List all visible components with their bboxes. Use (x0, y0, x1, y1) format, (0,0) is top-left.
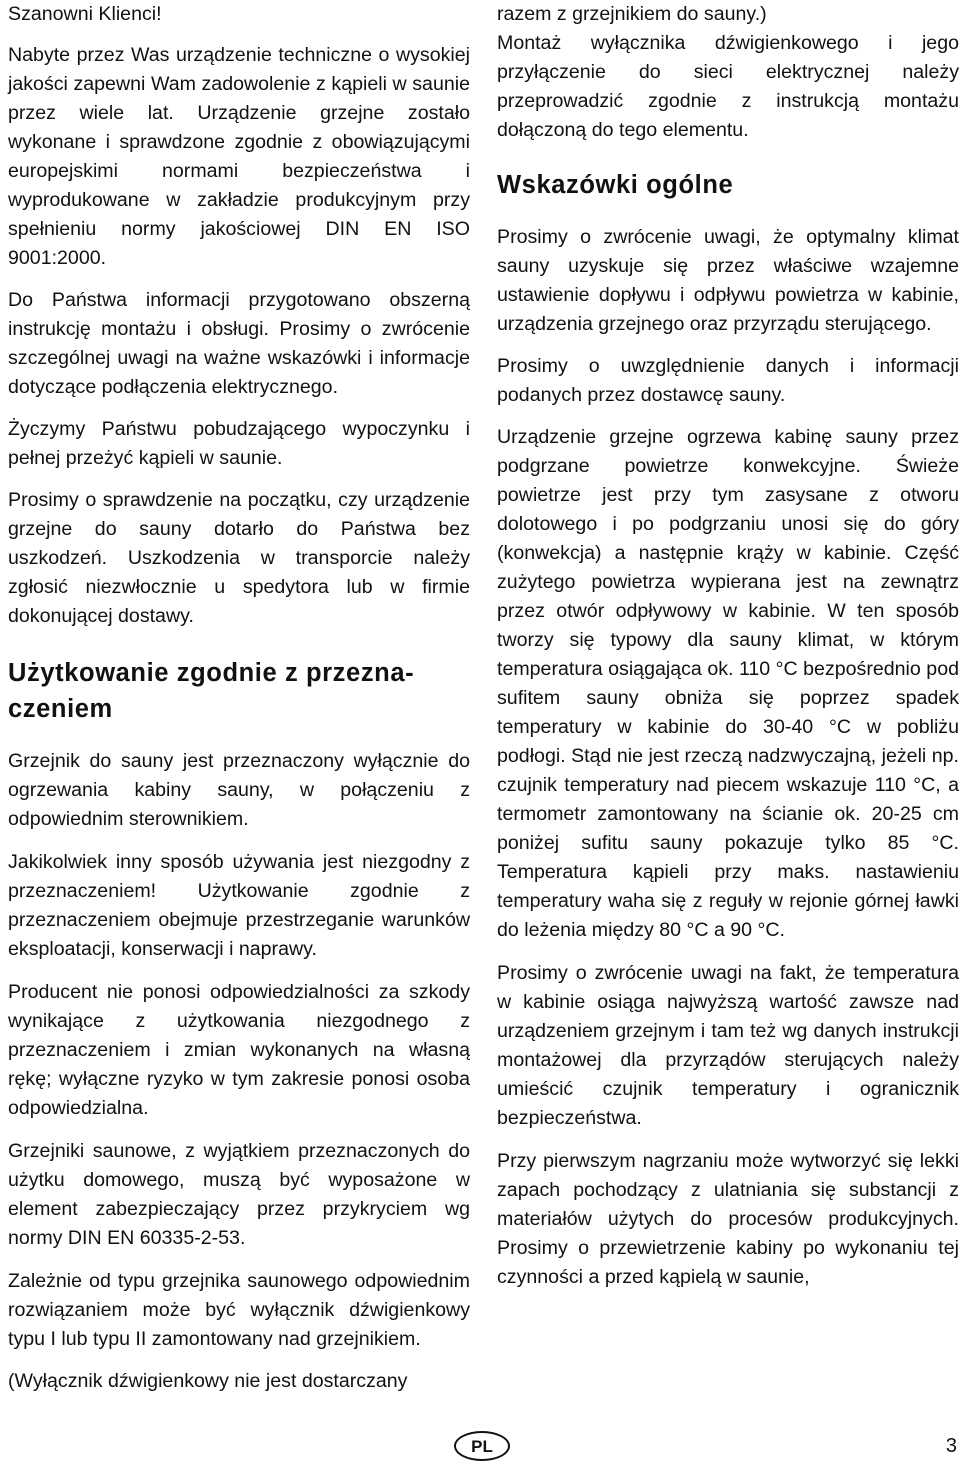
continuation-text: razem z grzejnikiem do sauny.) (497, 3, 767, 25)
use-paragraph-5: Zależnie od typu grzejnika saunowego odpowiednim rozwiązaniem może być wyłącznik dźwigienkowy typu I lub typu II zamontowany nad grzejnikiem. (8, 1270, 470, 1350)
language-badge (454, 1431, 510, 1461)
left-column (8, 0, 470, 1396)
intro-paragraph-3: Życzymy Państwu pobudzającego wypoczynku i pełnej przeżyć kąpieli w saunie. (8, 418, 470, 469)
greeting: Szanowni Klienci! (8, 3, 162, 25)
section-heading-intended-use: Użytkowanie zgodnie z przeznaczeniem (8, 659, 414, 723)
intro-paragraph-2: Do Państwa informacji przygotowano obszerną instrukcję montażu i obsługi. Prosimy o zwrócenie szczególnej uwagi na ważne wskazówki i informacje dotyczące podłączenia elektrycznego. (8, 289, 470, 398)
use-paragraph-2: Jakikolwiek inny sposób używania jest niezgodny z przeznaczeniem! Użytkowanie zgodnie z przeznaczeniem obejmuje przestrzeganie warunków eksploatacji, konserwacji i naprawy. (8, 851, 470, 960)
intro-paragraph-4: Prosimy o sprawdzenie na początku, czy urządzenie grzejne do sauny dotarło do Państwa bez uszkodzeń. Uszkodzenia w transporcie należy zgłosić niezwłocznie u spedytora lub w firmie dokonującej dostawy. (8, 489, 470, 627)
right-column (497, 0, 959, 1292)
page-number: 3 (945, 1435, 957, 1457)
general-paragraph-1: Prosimy o zwrócenie uwagi, że optymalny klimat sauny uzyskuje się przez właściwe wzajemne ustawienie dopływu i odpływu powietrza w kabinie, urządzenia grzejnego oraz przyrządu sterującego. (497, 226, 959, 335)
use-paragraph-4: Grzejniki saunowe, z wyjątkiem przeznaczonych do użytku domowego, muszą być wyposażone w element zabezpieczający przez przykryciem wg normy DIN EN 60335-2-53. (8, 1140, 470, 1249)
language-badge-label: PL (471, 1436, 493, 1456)
use-paragraph-1: Grzejnik do sauny jest przeznaczony wyłącznie do ogrzewania kabiny sauny, w połączeniu z odpowiednim sterownikiem. (8, 750, 470, 830)
general-paragraph-2: Prosimy o uwzględnienie danych i informacji podanych przez dostawcę sauny. (497, 355, 959, 406)
use-paragraph-3: Producent nie ponosi odpowiedzialności za szkody wynikające z użytkowania niezgodnego z przeznaczeniem i zmian wykonanych na własną rękę; wyłączne ryzyko w tym zakresie ponosi osoba odpowiedzialna. (8, 981, 470, 1119)
general-paragraph-4: Prosimy o zwrócenie uwagi na fakt, że temperatura w kabinie osiąga najwyższą wartość zawsze nad urządzeniem grzejnym i tam też wg danych instrukcji montażowej dla przyrządów sterujących należy umieścić czujnik temperatury i ogranicznik bezpieczeństwa. (497, 962, 959, 1129)
general-paragraph-3: Urządzenie grzejne ogrzewa kabinę sauny przez podgrzane powietrze konwekcyjne. Świeże powietrze jest przy tym zasysane z otworu dolotowego i po podgrzaniu unosi się do góry (konwekcja) a następnie krąży w kabinie. Część zużytego powietrza wypierana jest na zewnątrz przez otwór odpływowy w kabinie. W ten sposób tworzy się typowy dla sauny klimat, w którym temperatura osiągająca ok. 110 °C bezpośrednio pod sufitem sauny obniża się poprzez spadek temperatury w kabinie do 30-40 °C w pobliżu podłogi. Stąd nie jest rzeczą nadzwyczajną, jeżeli np. czujnik temperatury nad piecem wskazuje 110 °C, a termometr zamontowany na ścianie ok. 20-25 cm poniżej sufitu sauny pokazuje tylko 85 °C. Temperatura kąpieli przy maks. nastawieniu temperatury waha się z reguły w rejonie górnej ławki do leżenia między 80 °C a 90 °C. (497, 426, 959, 941)
section-heading-general: Wskazówki ogólne (497, 171, 734, 199)
use-paragraph-6: (Wyłącznik dźwigienkowy nie jest dostarczany (8, 1370, 408, 1392)
mount-paragraph: Montaż wyłącznika dźwigienkowego i jego przyłączenie do sieci elektrycznej należy przeprowadzić zgodnie z instrukcją montażu dołączoną do tego elementu. (497, 32, 959, 141)
intro-paragraph-1: Nabyte przez Was urządzenie techniczne o wysokiej jakości zapewni Wam zadowolenie z kąpieli w saunie przez wiele lat. Urządzenie grzejne zostało wykonane i sprawdzone zgodnie z obowiązującymi europejskimi normami bezpieczeństwa i wyprodukowane w zakładzie produkcyjnym przy spełnieniu normy jakościowej DIN EN ISO 9001:2000. (8, 44, 470, 269)
general-paragraph-5: Przy pierwszym nagrzaniu może wytworzyć się lekki zapach pochodzący z ulatniania się substancji z materiałów użytych do procesów produkcyjnych. Prosimy o przewietrzenie kabiny po wykonaniu tej czynności a przed kąpielą w saunie, (497, 1150, 959, 1288)
